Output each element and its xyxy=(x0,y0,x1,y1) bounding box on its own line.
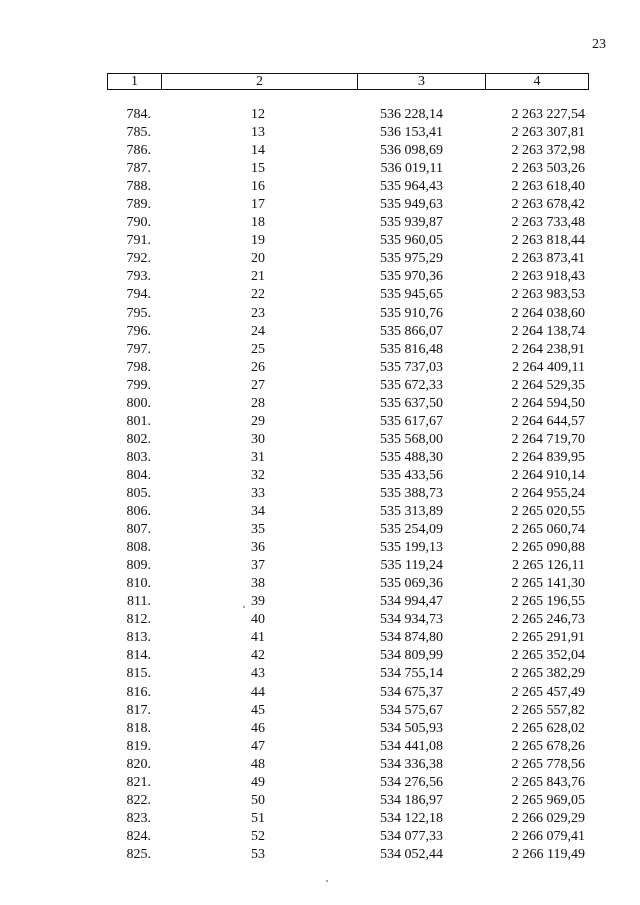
table-row xyxy=(0,611,640,629)
table-row xyxy=(0,774,640,792)
point-index: 803. xyxy=(126,449,151,465)
point-number: 46 xyxy=(251,720,265,736)
point-index: 786. xyxy=(126,143,151,159)
coordinate-x: 535 964,43 xyxy=(380,179,443,195)
coordinate-y: 2 265 126,11 xyxy=(512,558,585,574)
coordinate-x: 535 910,76 xyxy=(380,305,443,321)
coordinate-x: 534 809,99 xyxy=(380,648,443,664)
point-index: 790. xyxy=(126,215,151,231)
point-index: 815. xyxy=(126,666,151,682)
coordinate-x: 535 254,09 xyxy=(380,522,443,538)
table-row xyxy=(0,359,640,377)
table-row xyxy=(0,106,640,124)
point-number: 24 xyxy=(251,323,265,339)
coordinate-y: 2 264 839,95 xyxy=(511,449,585,465)
coordinate-x: 534 874,80 xyxy=(380,630,443,646)
coordinate-x: 534 994,47 xyxy=(380,594,443,610)
point-index: 813. xyxy=(126,630,151,646)
point-number: 50 xyxy=(251,792,265,808)
coordinate-y: 2 263 818,44 xyxy=(511,233,585,249)
table-row xyxy=(0,557,640,575)
coordinate-table-body xyxy=(0,106,640,864)
point-index: 789. xyxy=(126,197,151,213)
coordinate-x: 535 960,05 xyxy=(380,233,443,249)
point-index: 806. xyxy=(126,504,151,520)
point-index: 821. xyxy=(126,774,151,790)
table-row xyxy=(0,341,640,359)
coordinate-y: 2 264 719,70 xyxy=(511,431,585,447)
point-index: 785. xyxy=(126,125,151,141)
coordinate-y: 2 264 238,91 xyxy=(511,341,585,357)
point-number: 53 xyxy=(251,846,265,862)
point-index: 814. xyxy=(126,648,151,664)
point-number: 31 xyxy=(251,449,265,465)
point-number: 41 xyxy=(251,630,265,646)
coordinate-y: 2 265 843,76 xyxy=(511,774,585,790)
coordinate-y: 2 266 119,49 xyxy=(512,846,585,862)
point-number: 16 xyxy=(251,179,265,195)
point-number: 48 xyxy=(251,756,265,772)
point-index: 797. xyxy=(126,341,151,357)
point-number: 32 xyxy=(251,467,265,483)
point-index: 800. xyxy=(126,395,151,411)
point-index: 817. xyxy=(126,702,151,718)
table-row xyxy=(0,449,640,467)
table-row xyxy=(0,702,640,720)
table-row xyxy=(0,431,640,449)
point-number: 27 xyxy=(251,377,265,393)
coordinate-x: 535 199,13 xyxy=(380,540,443,556)
coordinate-y: 2 263 918,43 xyxy=(511,269,585,285)
point-number: 37 xyxy=(251,558,265,574)
column-header-4: 4 xyxy=(486,74,589,90)
table-row xyxy=(0,593,640,611)
coordinate-x: 534 276,56 xyxy=(380,774,443,790)
coordinate-x: 535 119,24 xyxy=(380,558,443,574)
point-index: 822. xyxy=(126,792,151,808)
point-number: 42 xyxy=(251,648,265,664)
point-index: 823. xyxy=(126,810,151,826)
coordinate-x: 534 755,14 xyxy=(380,666,443,682)
coordinate-x: 535 672,33 xyxy=(380,377,443,393)
point-index: 801. xyxy=(126,413,151,429)
coordinate-x: 535 433,56 xyxy=(380,467,443,483)
coordinate-x: 534 336,38 xyxy=(380,756,443,772)
coordinate-x: 535 939,87 xyxy=(380,215,443,231)
coordinate-x: 535 970,36 xyxy=(380,269,443,285)
point-index: 812. xyxy=(126,612,151,628)
table-row xyxy=(0,647,640,665)
coordinate-x: 535 975,29 xyxy=(380,251,443,267)
table-row xyxy=(0,684,640,702)
point-number: 23 xyxy=(251,305,265,321)
point-number: 38 xyxy=(251,576,265,592)
coordinate-x: 534 934,73 xyxy=(380,612,443,628)
table-row xyxy=(0,196,640,214)
table-row xyxy=(0,756,640,774)
point-index: 799. xyxy=(126,377,151,393)
point-index: 794. xyxy=(126,287,151,303)
coordinate-x: 535 637,50 xyxy=(380,395,443,411)
coordinate-y: 2 264 138,74 xyxy=(511,323,585,339)
table-row xyxy=(0,232,640,250)
point-index: 808. xyxy=(126,540,151,556)
point-number: 30 xyxy=(251,431,265,447)
table-row xyxy=(0,575,640,593)
coordinate-y: 2 263 227,54 xyxy=(511,107,585,122)
column-header-table xyxy=(107,73,589,90)
point-number: 34 xyxy=(251,504,265,520)
coordinate-y: 2 265 141,30 xyxy=(511,576,585,592)
coordinate-y: 2 263 307,81 xyxy=(511,125,585,141)
table-row xyxy=(0,142,640,160)
coordinate-x: 535 816,48 xyxy=(380,341,443,357)
coordinate-x: 535 488,30 xyxy=(380,449,443,465)
scan-speck xyxy=(243,606,245,608)
point-number: 36 xyxy=(251,540,265,556)
point-number: 45 xyxy=(251,702,265,718)
point-number: 12 xyxy=(251,107,265,122)
point-index: 798. xyxy=(126,359,151,375)
point-number: 17 xyxy=(251,197,265,213)
coordinate-y: 2 265 678,26 xyxy=(511,738,585,754)
coordinate-y: 2 265 246,73 xyxy=(511,612,585,628)
table-row xyxy=(0,124,640,142)
table-row xyxy=(0,503,640,521)
point-number: 35 xyxy=(251,522,265,538)
point-number: 22 xyxy=(251,287,265,303)
point-number: 43 xyxy=(251,666,265,682)
table-row xyxy=(0,286,640,304)
coordinate-y: 2 265 382,29 xyxy=(511,666,585,682)
point-index: 805. xyxy=(126,485,151,501)
table-row xyxy=(0,323,640,341)
coordinate-y: 2 264 594,50 xyxy=(511,395,585,411)
point-number: 40 xyxy=(251,612,265,628)
coordinate-y: 2 264 910,14 xyxy=(511,467,585,483)
coordinate-y: 2 265 291,91 xyxy=(511,630,585,646)
coordinate-x: 534 077,33 xyxy=(380,828,443,844)
point-number: 33 xyxy=(251,485,265,501)
table-row xyxy=(0,250,640,268)
coordinate-y: 2 263 983,53 xyxy=(511,287,585,303)
coordinate-x: 535 617,67 xyxy=(380,413,443,429)
coordinate-x: 534 675,37 xyxy=(380,684,443,700)
scan-speck xyxy=(326,880,328,882)
coordinate-y: 2 263 733,48 xyxy=(511,215,585,231)
coordinate-y: 2 263 678,42 xyxy=(511,197,585,213)
table-row xyxy=(0,846,640,864)
coordinate-y: 2 263 618,40 xyxy=(511,179,585,195)
point-index: 816. xyxy=(126,684,151,700)
table-row xyxy=(0,828,640,846)
coordinate-y: 2 265 352,04 xyxy=(511,648,585,664)
point-number: 15 xyxy=(251,161,265,177)
point-index: 784. xyxy=(126,107,151,122)
point-index: 796. xyxy=(126,323,151,339)
point-number: 25 xyxy=(251,341,265,357)
table-row xyxy=(0,485,640,503)
coordinate-x: 535 568,00 xyxy=(380,431,443,447)
point-index: 811. xyxy=(127,594,151,610)
table-row xyxy=(0,539,640,557)
coordinate-x: 535 388,73 xyxy=(380,485,443,501)
point-index: 818. xyxy=(126,720,151,736)
table-row xyxy=(0,413,640,431)
point-index: 807. xyxy=(126,522,151,538)
point-index: 824. xyxy=(126,828,151,844)
point-index: 792. xyxy=(126,251,151,267)
coordinate-x: 534 186,97 xyxy=(380,792,443,808)
coordinate-y: 2 263 873,41 xyxy=(511,251,585,267)
coordinate-y: 2 265 457,49 xyxy=(511,684,585,700)
point-number: 14 xyxy=(251,143,265,159)
coordinate-y: 2 265 778,56 xyxy=(511,756,585,772)
coordinate-x: 536 228,14 xyxy=(380,107,443,122)
point-index: 819. xyxy=(126,738,151,754)
coordinate-y: 2 265 060,74 xyxy=(511,522,585,538)
coordinate-y: 2 265 090,88 xyxy=(511,540,585,556)
point-number: 18 xyxy=(251,215,265,231)
point-number: 26 xyxy=(251,359,265,375)
coordinate-x: 536 153,41 xyxy=(380,125,443,141)
table-row xyxy=(0,305,640,323)
point-number: 13 xyxy=(251,125,265,141)
column-header-row xyxy=(108,74,589,90)
coordinate-x: 534 505,93 xyxy=(380,720,443,736)
table-row xyxy=(0,720,640,738)
column-header-1: 1 xyxy=(108,74,162,90)
coordinate-x: 536 019,11 xyxy=(380,161,443,177)
point-number: 19 xyxy=(251,233,265,249)
point-number: 52 xyxy=(251,828,265,844)
coordinate-y: 2 264 409,11 xyxy=(512,359,585,375)
point-number: 44 xyxy=(251,684,265,700)
coordinate-y: 2 266 079,41 xyxy=(511,828,585,844)
table-row xyxy=(0,810,640,828)
table-row xyxy=(0,629,640,647)
coordinate-y: 2 265 557,82 xyxy=(511,702,585,718)
table-row xyxy=(0,214,640,232)
table-row xyxy=(0,665,640,683)
coordinate-y: 2 263 372,98 xyxy=(511,143,585,159)
coordinate-x: 535 866,07 xyxy=(380,323,443,339)
point-index: 809. xyxy=(126,558,151,574)
table-row xyxy=(0,467,640,485)
table-row xyxy=(0,395,640,413)
point-index: 791. xyxy=(126,233,151,249)
coordinate-y: 2 265 628,02 xyxy=(511,720,585,736)
point-index: 802. xyxy=(126,431,151,447)
table-row xyxy=(0,792,640,810)
coordinate-x: 534 052,44 xyxy=(380,846,443,862)
table-row xyxy=(0,178,640,196)
point-number: 49 xyxy=(251,774,265,790)
coordinate-y: 2 265 020,55 xyxy=(511,504,585,520)
coordinate-x: 535 737,03 xyxy=(380,359,443,375)
coordinate-y: 2 264 038,60 xyxy=(511,305,585,321)
table-row xyxy=(0,160,640,178)
coordinate-x: 536 098,69 xyxy=(380,143,443,159)
table-row xyxy=(0,377,640,395)
point-index: 804. xyxy=(126,467,151,483)
point-number: 51 xyxy=(251,810,265,826)
column-header-3: 3 xyxy=(358,74,486,90)
point-index: 810. xyxy=(126,576,151,592)
coordinate-y: 2 264 644,57 xyxy=(511,413,585,429)
coordinate-x: 534 575,67 xyxy=(380,702,443,718)
point-number: 47 xyxy=(251,738,265,754)
table-row xyxy=(0,521,640,539)
coordinate-y: 2 265 969,05 xyxy=(511,792,585,808)
point-index: 795. xyxy=(126,305,151,321)
coordinate-x: 534 122,18 xyxy=(380,810,443,826)
point-index: 793. xyxy=(126,269,151,285)
point-index: 825. xyxy=(126,846,151,862)
coordinate-y: 2 265 196,55 xyxy=(511,594,585,610)
coordinate-x: 535 313,89 xyxy=(380,504,443,520)
coordinate-y: 2 264 529,35 xyxy=(511,377,585,393)
table-row xyxy=(0,738,640,756)
point-index: 787. xyxy=(126,161,151,177)
coordinate-y: 2 266 029,29 xyxy=(511,810,585,826)
page-number: 23 xyxy=(592,37,606,52)
point-number: 28 xyxy=(251,395,265,411)
point-index: 788. xyxy=(126,179,151,195)
point-number: 21 xyxy=(251,269,265,285)
column-header-2: 2 xyxy=(162,74,358,90)
point-index: 820. xyxy=(126,756,151,772)
point-number: 29 xyxy=(251,413,265,429)
table-row xyxy=(0,268,640,286)
coordinate-x: 535 069,36 xyxy=(380,576,443,592)
point-number: 39 xyxy=(251,594,265,610)
point-number: 20 xyxy=(251,251,265,267)
coordinate-y: 2 263 503,26 xyxy=(511,161,585,177)
coordinate-y: 2 264 955,24 xyxy=(511,485,585,501)
coordinate-x: 534 441,08 xyxy=(380,738,443,754)
coordinate-x: 535 949,63 xyxy=(380,197,443,213)
coordinate-x: 535 945,65 xyxy=(380,287,443,303)
